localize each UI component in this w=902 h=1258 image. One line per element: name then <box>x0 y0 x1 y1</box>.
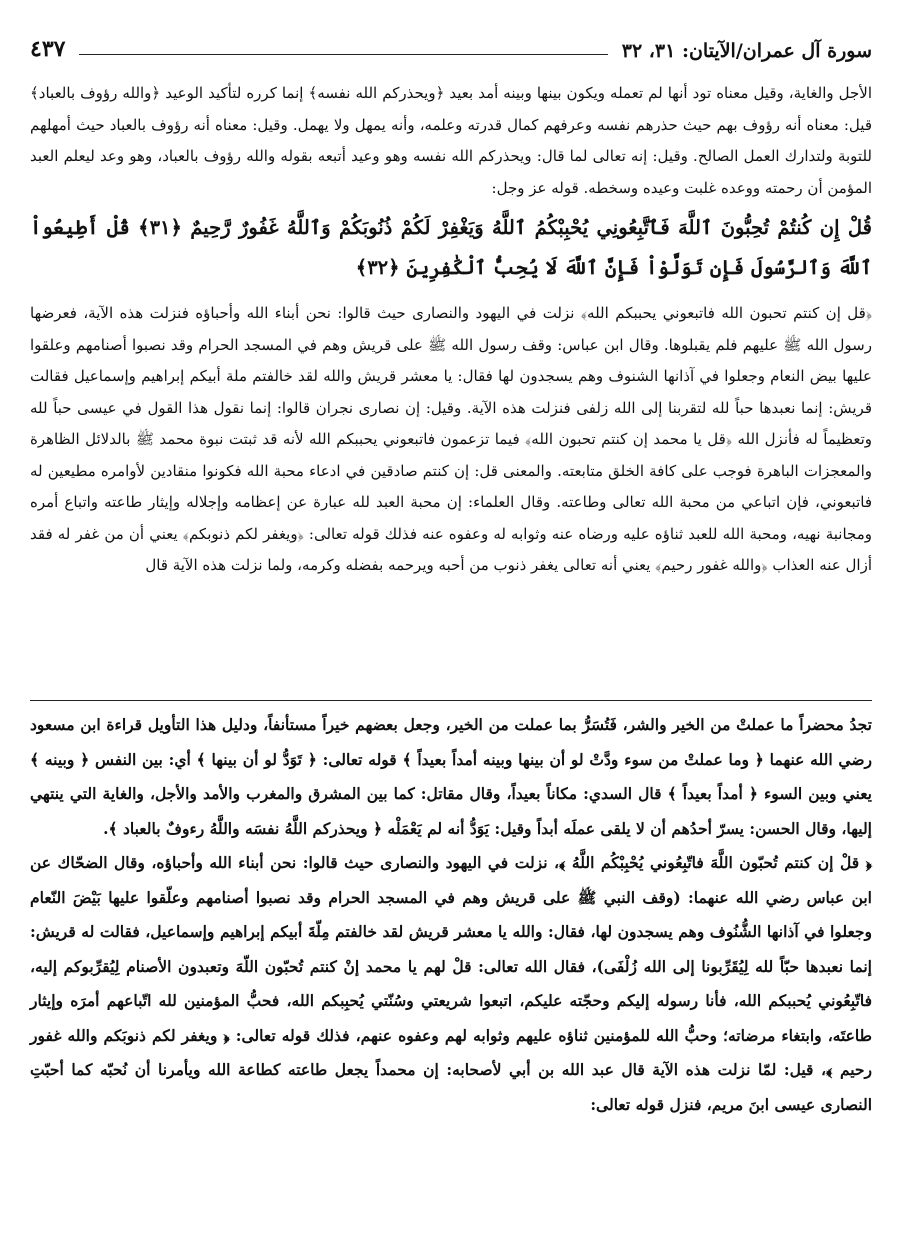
section-divider <box>30 700 872 701</box>
page-header <box>30 26 872 62</box>
surah-title: سورة آل عمران/الآيتان: ٣١، ٣٢ <box>621 40 872 62</box>
notes-paragraph-1: تجدُ محضراً ما عملتْ من الخير والشر، فَتُسَرُّ بما عملت من الخير، وجعل بعضهم خيراً مستأنفاً، ودليل هذا التأويل قراءة ابن مسعود رضي الله عنهما ﴿ وما عملتْ من سوء ودَّتْ لو أن بينها وبينه أمداً بعيداً ﴾ قوله تعالى: ﴿ تَوَدُّ لو أن بينها ﴾ أي: بين النفس ﴿ وبينه ﴾ يعني وبين السوء ﴿ أمداً بعيداً ﴾ قال السدي: مكاناً بعيداً، وقال مقاتل: كما بين المشرق والمغرب والأمد والأجل، والغاية التي ينتهي إليها، وقال الحسن: يسرّ أحدُهم أن لا يلقى عملَه أبداً وقيل: يَوَدُّ أنه لم يَعْمَلْه ﴿ ويحذركم اللَّهُ نفسَه واللَّهُ رءوفٌ بالعباد ﴾. <box>30 715 872 838</box>
secondary-commentary <box>30 708 872 1122</box>
main-commentary <box>30 78 872 582</box>
commentary-paragraph-1: الأجل والغاية، وقيل معناه تود أنها لم تعمله ويكون بينها وبينه أمد بعيد ﴿ويحذركم الله نفسه﴾ إنما كرره لتأكيد الوعيد ﴿والله رؤوف بالعباد﴾ قيل: معناه أنه رؤوف بهم حيث حذرهم نفسه وعرفهم كمال قدرته وعلمه، وأنه يمهل ولا يهمل. وقيل: معناه أنه رؤوف بالعباد حيث أمهلهم للتوبة ولتدارك العمل الصالح. وقيل: إنه تعالى لما قال: ويحذركم الله نفسه وهو وعيد أتبعه بقوله والله رؤوف بالعباد، وهو وعد ليعلم العبد المؤمن أن رحمته ووعده غلبت وعيده وسخطه. قوله عز وجل: <box>30 84 872 197</box>
page-number: ٤٣٧ <box>30 36 66 62</box>
notes-paragraph-2: ﴿ قلْ إن كنتم تُحبّون اللَّهَ فاتّبِعُوني يُحْبِبْكُم اللَّهُ ﴾، نزلت في اليهود والنصارى حيث قالوا: نحن أبناء الله وأحباؤه، وقال الضحّاك عن ابن عباس رضي الله عنهما: (وقف النبي ﷺ على قريش وهم في المسجد الحرام وقد نصبوا أصنامهم وعلّقوا عليها بَيْضَ النّعام وجعلوا في آذانها الشُّنُوف وهم يسجدون لها، فقال: والله يا معشر قريش لقد خالفتم مِلّةَ أبيكم إبراهيم وإسماعيل، فقالت له قريش: إنما نعبدها حبّاً لله لِيُقَرِّبونا إلى الله زُلْفَى)، فقال الله تعالى: قلْ لهم يا محمد إنْ كنتم تُحبّون اللّهَ وتعبدون الأصنام لِيُقرِّبوكم إليه، فاتّبِعُوني يُحببكم الله، فأنا رسوله إليكم وحجّته عليكم، اتبعوا شريعتي وسُنّتي يُحبِبكم الله، فحبُّ المؤمنين لله اتّباعهم أمرَه وإيثار طاعتَه، وابتغاء مرضاته؛ وحبُّ الله للمؤمنين ثناؤه عليهم وثوابه لهم وعفوه عنهم، فذلك قوله تعالى: ﴿ ويغفر لكم ذنوبَكم والله غفور رحيم ﴾، قيل: لمّا نزلت هذه الآية قال عبد الله بن أبي لأصحابه: إن محمداً يجعل طاعته كطاعة الله ويأمرنا أن نُحبّه كما أحبّتِ النصارى عيسى ابنَ مريم، فنزل قوله تعالى: <box>30 853 872 1114</box>
quran-verse-31-32: قُلْ إِن كُنتُمْ تُحِبُّونَ ٱللَّهَ فَٱتَّبِعُونِي يُحْبِبْكُمُ ٱللَّهُ وَيَغْفِرْ لَكُمْ ذُنُوبَكُمْ وَٱللَّهُ غَفُورٌ رَّحِيمٌ ﴿٣١﴾ قُلْ أَطِيعُواْ ٱللَّهَ وَٱلرَّسُولَ فَإِن تَوَلَّوْاْ فَإِنَّ ٱللَّهَ لَا يُحِبُّ ٱلْكَٰفِرِينَ ﴿٣٢﴾ <box>30 216 872 279</box>
commentary-paragraph-2: ﴿قل إن كنتم تحبون الله فاتبعوني يحببكم الله﴾ نزلت في اليهود والنصارى حيث قالوا: نحن أبناء الله وأحباؤه فنزلت هذه الآية، فعرضها رسول الله ﷺ عليهم فلم يقبلوها. وقال ابن عباس: وقف رسول الله ﷺ على قريش وهم في المسجد الحرام وقد نصبوا أصنامهم وعلقوا عليها بيض النعام وجعلوا في آذانها الشنوف وهم يسجدون لها فقال: يا معشر قريش والله لقد خالفتم ملة أبيكم إبراهيم وإسماعيل فقالت قريش: إنما نعبدها حباً لله لتقربنا إلى الله زلفى فنزلت هذه الآية. وقيل: إن نصارى نجران قالوا: إنما نقول هذا القول في عيسى حباً لله وتعظيماً له فأنزل الله ﴿قل يا محمد إن كنتم تحبون الله﴾ فيما تزعمون فاتبعوني يحببكم الله لأنه قد ثبتت نبوة محمد ﷺ بالدلائل الظاهرة والمعجزات الباهرة فوجب على كافة الخلق متابعته. والمعنى قل: إن كنتم صادقين في ادعاء محبة الله فكونوا منقادين لأوامره مطيعين له فاتبعوني، فإن اتباعي من محبة الله تعالى وطاعته. وقال العلماء: إن محبة العبد لله عبارة عن إعظامه وإجلاله وإيثار طاعته واتباع أمره ومجانبة نهيه، ومحبة الله للعبد ثناؤه عليه ورضاه عنه وثوابه له وعفوه عنه فذلك قوله تعالى: ﴿ويغفر لكم ذنوبكم﴾ يعني أن من غفر له فقد أزال عنه العذاب ﴿والله غفور رحيم﴾ يعني أنه تعالى يغفر ذنوب من أحبه ويرحمه بفضله وكرمه، ولما نزلت هذه الآية قال <box>30 304 872 574</box>
header-rule <box>79 54 607 55</box>
